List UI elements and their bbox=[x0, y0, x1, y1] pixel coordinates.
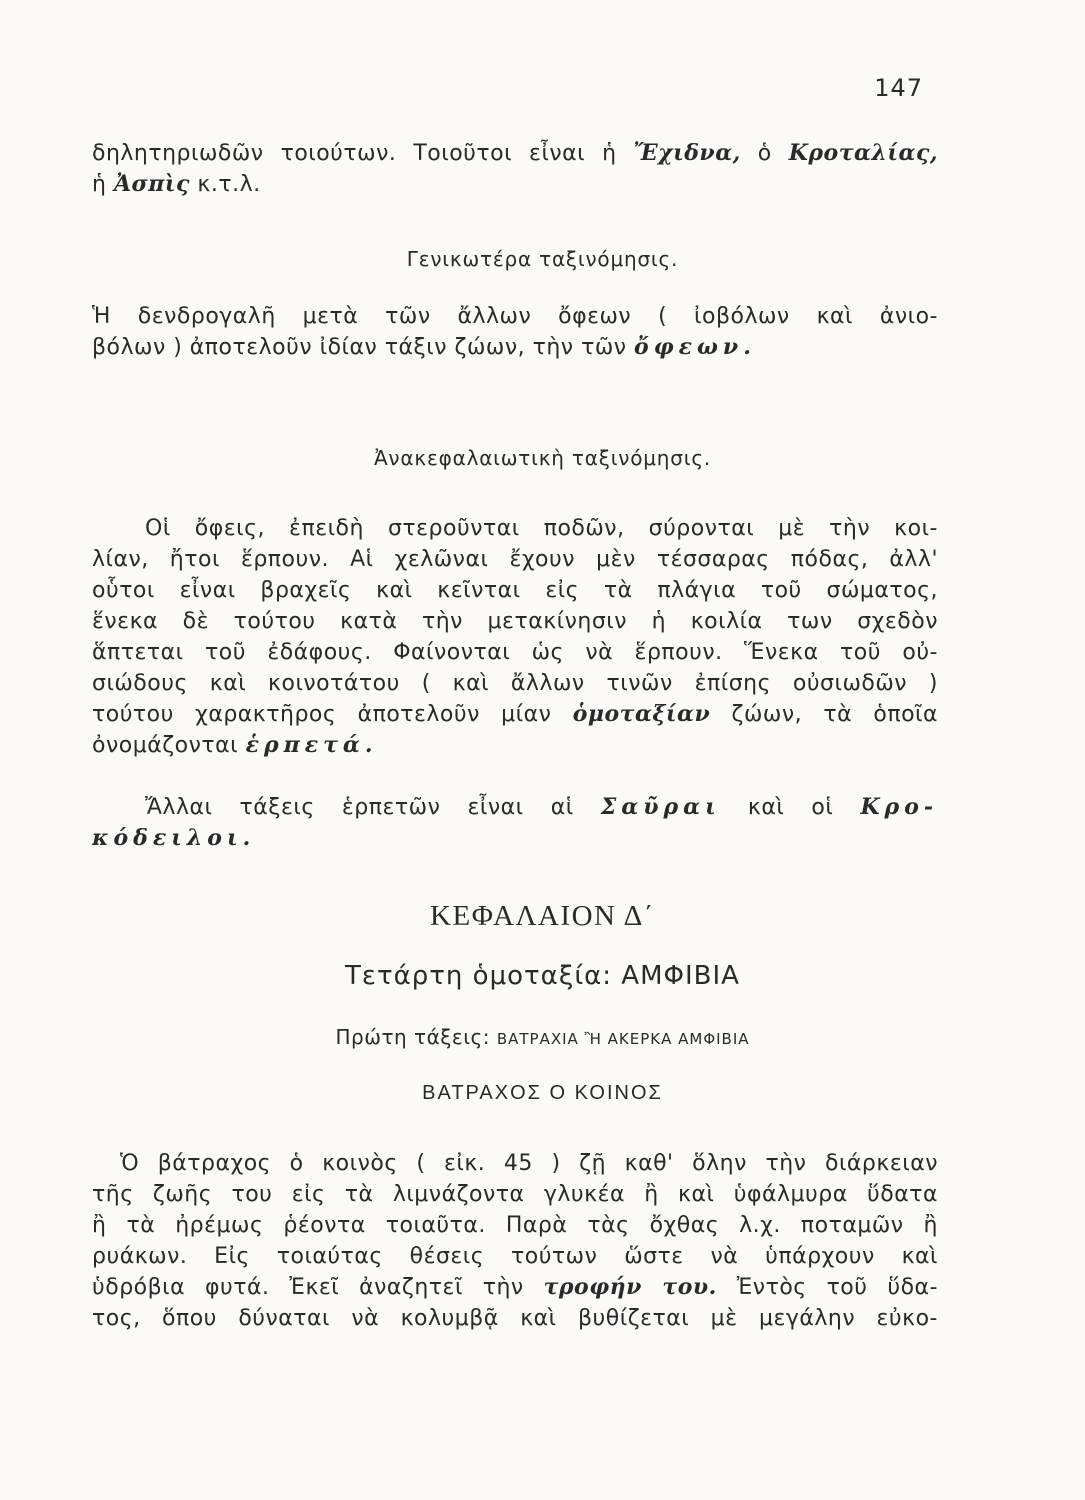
class-title: Τετάρτη ὁμοταξία: ΑΜΦΙΒΙΑ bbox=[345, 961, 740, 991]
text-line: Ἄλλαι τάξεις ἑρπετῶν εἶναι αἱ Σαῦραι καὶ οἱ Κρο- bbox=[145, 794, 938, 820]
paragraph-general-classification bbox=[92, 301, 938, 363]
text-line: οὗτοι εἶναι βραχεῖς καὶ κεῖνται εἰς τὰ πλάγια τοῦ σώματος, bbox=[92, 578, 938, 603]
paragraph-reptiles bbox=[92, 513, 938, 761]
paragraph-venomous-snakes bbox=[92, 138, 938, 200]
text-line: ὀνομάζονται ἑρπετά. bbox=[92, 732, 378, 758]
text-line: ρυάκων. Εἰς τοιαύτας θέσεις τούτων ὥστε νὰ ὑπάρχουν καὶ bbox=[92, 1244, 938, 1269]
text-line: τῆς ζωῆς του εἰς τὰ λιμνάζοντα γλυκέα ἢ καὶ ὑφάλμυρα ὕδατα bbox=[92, 1182, 938, 1207]
text-line: ἡ Ἀσπὶς κ.τ.λ. bbox=[92, 171, 261, 197]
section-heading-general-classification: Γενικωτέρα ταξινόμησις. bbox=[406, 247, 679, 271]
paragraph-common-frog bbox=[92, 1148, 938, 1334]
text-line: Οἱ ὄφεις, ἐπειδὴ στεροῦνται ποδῶν, σύρονται μὲ τὴν κοι- bbox=[145, 516, 938, 541]
text-line: βόλων ) ἀποτελοῦν ἰδίαν τάξιν ζώων, τὴν τῶν ὄφεων. bbox=[92, 334, 756, 360]
text-line: ἢ τὰ ἠρέμως ῥέοντα τοιαῦτα. Παρὰ τὰς ὄχθας λ.χ. ποταμῶν ἢ bbox=[92, 1213, 938, 1238]
text-line: κόδειλοι. bbox=[92, 825, 256, 851]
text-line: ἕνεκα δὲ τούτου κατὰ τὴν μετακίνησιν ἡ κοιλία των σχεδὸν bbox=[92, 609, 938, 634]
text-line: λίαν, ἤτοι ἕρπουν. Αἱ χελῶναι ἔχουν μὲν τέσσαρας πόδας, ἀλλ' bbox=[92, 547, 938, 572]
paragraph-other-orders bbox=[92, 792, 938, 854]
text-line: Ὁ βάτραχος ὁ κοινὸς ( εἰκ. 45 ) ζῇ καθ' ὅλην τὴν διάρκειαν bbox=[120, 1151, 938, 1176]
order-title: Πρώτη τάξεις: ΒΑΤΡΑΧΙΑ Ἢ ΑΚΕΡΚΑ ΑΜΦΙΒΙΑ bbox=[335, 1025, 750, 1049]
text-line: Ἡ δενδρογαλῆ μετὰ τῶν ἄλλων ὄφεων ( ἰοβόλων καὶ ἀνιο- bbox=[92, 304, 938, 329]
text-line: ἅπτεται τοῦ ἐδάφους. Φαίνονται ὡς νὰ ἕρπουν. Ἕνεκα τοῦ οὐ- bbox=[92, 640, 938, 665]
text-line: δηλητηριωδῶν τοιούτων. Τοιοῦτοι εἶναι ἡ Ἔχιδνα, ὁ Κροταλίας, bbox=[92, 140, 938, 166]
text-line: ὑδρόβια φυτά. Ἐκεῖ ἀναζητεῖ τὴν τροφήν του. Ἐντὸς τοῦ ὕδα- bbox=[92, 1274, 938, 1300]
text-line: τούτου χαρακτῆρος ἀποτελοῦν μίαν ὁμοταξίαν ζώων, τὰ ὁποῖα bbox=[92, 701, 938, 727]
chapter-title: ΚΕΦΑΛΑΙΟΝ Δ΄ bbox=[430, 900, 655, 932]
text-line: σιώδους καὶ κοινοτάτου ( καὶ ἄλλων τινῶν ἐπίσης οὐσιωδῶν ) bbox=[92, 671, 938, 696]
page-number: 147 bbox=[874, 74, 923, 102]
section-heading-summary-classification: Ἀνακεφαλαιωτικὴ ταξινόμησις. bbox=[373, 446, 712, 470]
species-title: ΒΑΤΡΑΧΟΣ Ο ΚΟΙΝΟΣ bbox=[422, 1082, 663, 1104]
text-line: τος, ὅπου δύναται νὰ κολυμβᾷ καὶ βυθίζεται μὲ μεγάλην εὐκο- bbox=[92, 1306, 938, 1331]
